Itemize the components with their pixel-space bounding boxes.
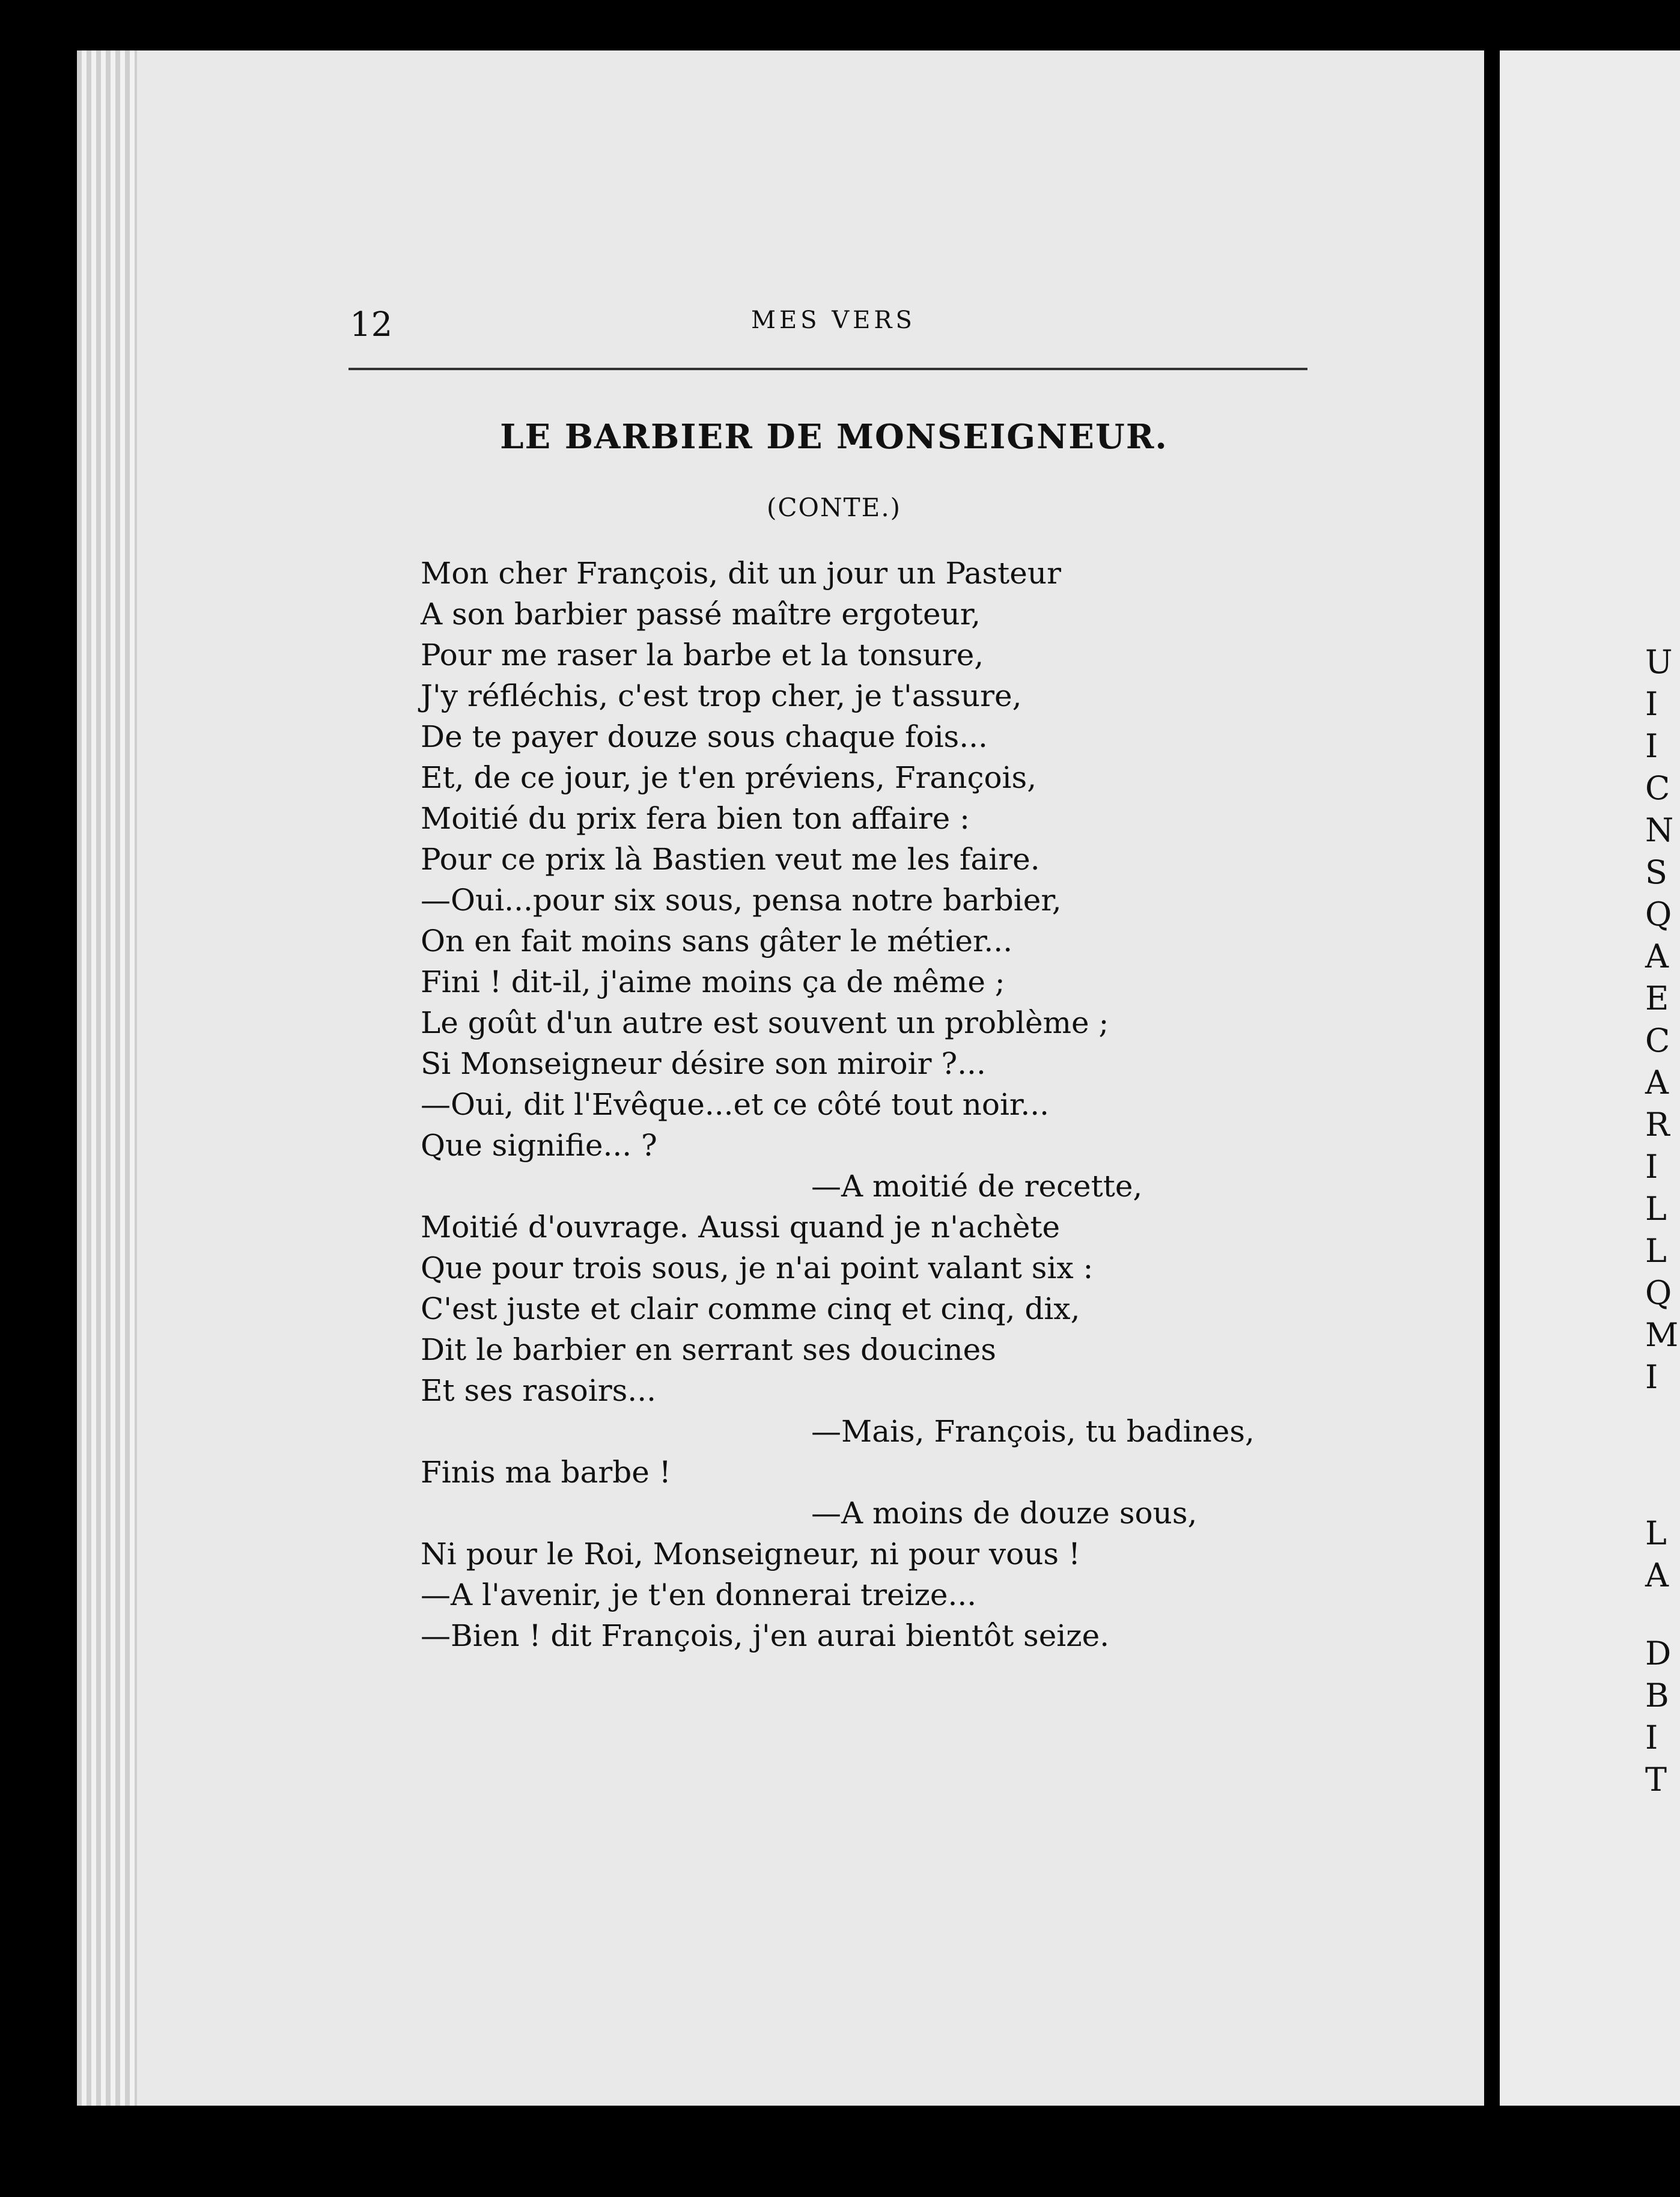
right-page-letter-fragment: I bbox=[1645, 1148, 1658, 1186]
right-page-letter-fragment: U bbox=[1645, 643, 1673, 681]
right-page-letter-fragment: I bbox=[1645, 1358, 1658, 1396]
poem-line: —A moins de douze sous, bbox=[811, 1496, 1198, 1531]
poem-line: On en fait moins sans gâter le métier... bbox=[421, 924, 1013, 958]
poem-line: Finis ma barbe ! bbox=[421, 1455, 671, 1490]
right-page-letter-fragment: B bbox=[1645, 1677, 1669, 1714]
right-page-letter-fragment: A bbox=[1645, 937, 1669, 975]
page-number: 12 bbox=[350, 305, 393, 344]
right-page-letter-fragment: D bbox=[1645, 1635, 1672, 1672]
right-page-letter-fragment: Q bbox=[1645, 1274, 1672, 1312]
poem-line: Et, de ce jour, je t'en préviens, François, bbox=[421, 760, 1037, 795]
poem-line: Que signifie... ? bbox=[421, 1128, 657, 1163]
poem-subtitle: (CONTE.) bbox=[766, 493, 902, 522]
poem-title: LE BARBIER DE MONSEIGNEUR. bbox=[500, 417, 1168, 457]
poem-line: —Bien ! dit François, j'en aurai bientôt seize. bbox=[421, 1618, 1110, 1653]
page-edge-strips bbox=[77, 50, 137, 2106]
poem-line: Pour me raser la barbe et la tonsure, bbox=[421, 638, 984, 672]
poem-line: —Oui, dit l'Evêque...et ce côté tout noir... bbox=[421, 1087, 1050, 1122]
poem-line: J'y réfléchis, c'est trop cher, je t'assure, bbox=[421, 678, 1022, 713]
right-page-letter-fragment: A bbox=[1645, 1064, 1669, 1102]
poem-line: —Oui...pour six sous, pensa notre barbier, bbox=[421, 883, 1062, 918]
poem-line: —Mais, François, tu badines, bbox=[811, 1414, 1255, 1449]
poem-body bbox=[421, 553, 1255, 1656]
right-page-letter-fragment: C bbox=[1645, 769, 1670, 807]
right-page-letter-fragment: Q bbox=[1645, 895, 1672, 933]
poem-line: Et ses rasoirs... bbox=[421, 1373, 656, 1408]
right-page-letter-fragment: C bbox=[1645, 1022, 1670, 1059]
right-page-letter-fragment: N bbox=[1645, 811, 1674, 849]
poem-line: Si Monseigneur désire son miroir ?... bbox=[421, 1046, 986, 1081]
right-page-letter-fragment: I bbox=[1645, 685, 1658, 723]
poem-line: —A moitié de recette, bbox=[811, 1169, 1143, 1204]
poem-line: A son barbier passé maître ergoteur, bbox=[421, 597, 981, 632]
poem-line: Moitié d'ouvrage. Aussi quand je n'achète bbox=[421, 1210, 1061, 1245]
right-page-letter-fragment: T bbox=[1645, 1761, 1667, 1799]
poem-line: De te payer douze sous chaque fois... bbox=[421, 719, 988, 754]
right-page-letter-fragment: I bbox=[1645, 727, 1658, 765]
poem-line: Pour ce prix là Bastien veut me les faire. bbox=[421, 842, 1040, 877]
right-page-letter-fragment: I bbox=[1645, 1719, 1658, 1757]
right-page-letter-fragment: R bbox=[1645, 1106, 1670, 1144]
right-page-letter-fragment: S bbox=[1645, 853, 1667, 891]
poem-line: Dit le barbier en serrant ses doucines bbox=[421, 1332, 996, 1367]
poem-line: Le goût d'un autre est souvent un problème ; bbox=[421, 1005, 1109, 1040]
poem-line: Que pour trois sous, je n'ai point valant six : bbox=[421, 1251, 1094, 1285]
right-page-letter-fragment: L bbox=[1645, 1514, 1667, 1552]
right-page-letter-fragment: L bbox=[1645, 1190, 1667, 1228]
right-page-letter-fragment: L bbox=[1645, 1232, 1667, 1270]
header-rule bbox=[348, 368, 1307, 370]
poem-line: Moitié du prix fera bien ton affaire : bbox=[421, 801, 970, 836]
poem-line: Mon cher François, dit un jour un Pasteur bbox=[421, 556, 1061, 591]
poem-line: C'est juste et clair comme cinq et cinq, dix, bbox=[421, 1291, 1080, 1326]
poem-line: Ni pour le Roi, Monseigneur, ni pour vous ! bbox=[421, 1537, 1081, 1571]
right-page-letter-fragment: E bbox=[1645, 980, 1669, 1017]
poem-line: —A l'avenir, je t'en donnerai treize... bbox=[421, 1577, 977, 1612]
running-title: MES VERS bbox=[751, 306, 916, 334]
right-page-letter-fragment: M bbox=[1645, 1316, 1679, 1354]
right-page-letter-fragment: A bbox=[1645, 1556, 1669, 1594]
poem-line: Fini ! dit-il, j'aime moins ça de même ; bbox=[421, 964, 1005, 999]
